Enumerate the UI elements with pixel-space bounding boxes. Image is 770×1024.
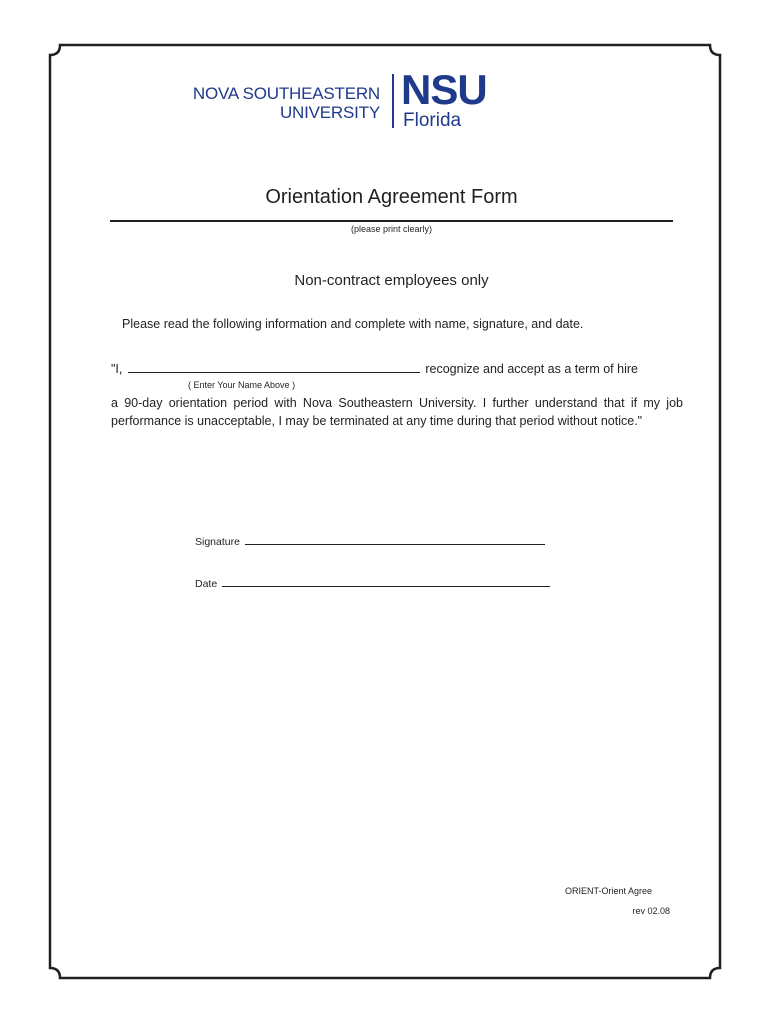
signature-field[interactable] [245, 535, 545, 545]
logo-abbrev: NSU [401, 66, 487, 113]
date-label: Date [195, 578, 218, 590]
name-hint: ( Enter Your Name Above ) [188, 380, 296, 390]
print-note: (please print clearly) [350, 224, 433, 234]
name-field[interactable] [128, 361, 420, 373]
logo-state: Florida [403, 110, 462, 131]
date-row [195, 577, 552, 590]
statement-line [111, 361, 638, 376]
section-heading: Non-contract employees only [294, 272, 489, 289]
signature-row [195, 535, 547, 548]
title-divider [110, 220, 673, 222]
signature-label: Signature [195, 536, 240, 548]
logo-wordmark [193, 84, 380, 122]
logo-divider [392, 74, 394, 128]
logo-line-1: NOVA SOUTHEASTERN [192, 84, 380, 103]
revision: rev 02.08 [632, 906, 670, 916]
form-code: ORIENT-Orient Agree [564, 886, 652, 896]
logo-line-2: UNIVERSITY [279, 103, 380, 122]
university-logo [192, 66, 508, 132]
form-title: Orientation Agreement Form [265, 186, 518, 208]
statement-suffix: recognize and accept as a term of hire [425, 362, 638, 376]
date-field[interactable] [222, 577, 550, 587]
statement-body: a 90-day orientation period with Nova Southeastern University. I further understand that if my job performance is unacceptable, I may be terminated at any time during that period without notice." [111, 396, 683, 428]
statement-prefix: "I, [111, 362, 123, 376]
instructions: Please read the following information and complete with name, signature, and date. [122, 317, 584, 331]
